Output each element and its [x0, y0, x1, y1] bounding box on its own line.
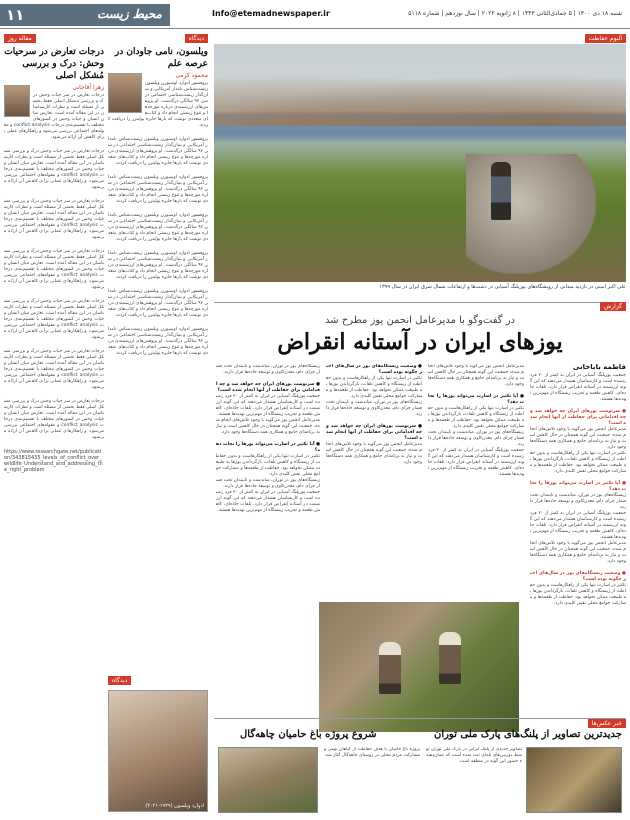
column-body-cont: درجات تعارض در سر حیات وحش درک و بررسی مشکل اصلی فقط بخشی از مسئله است و نظرات کارشناسان در این مقاله آمده است. تعارض میان انسان و حیات وحش در کشورهای مختلف با تقسیم‌بندی درجات conflict analysis و مقوله‌های اجتماعی بررسی می‌شود و راهکارهای عملی برای کاهش آن ارائه می‌شود.: [4, 149, 104, 190]
article-column-1: [530, 364, 626, 744]
column-body-cont3: پروفسور ادوارد اوسبورن ویلسون زیست‌شناس نامدار آمریکایی و بنیان‌گذار زیست‌شناسی اجتماعی در سن ۹۲ سالگی درگذشت. او پژوهش‌های ارزشمندی درباره مورچه‌ها و تنوع زیستی انجام داد و کتاب‌های متعددی نوشت که بارها جایزه پولیتزر را دریافت کردند.: [108, 213, 208, 242]
date-line: شنبه ۱۸ دی ۱۴۰۰ | ۵ جمادی‌الثانی ۱۴۴۳ | ۸ ژانویه ۲۰۲۲ | سال نوزدهم | شماره ۵۱۱۸: [408, 10, 622, 17]
headline-block: [214, 302, 626, 355]
question: ● سرنوشت یوزهای ایران چه خواهد شد و چه اقداماتی برای حفاظت از آنها انجام شده است؟: [326, 424, 422, 441]
column-title: ویلسون، نامی جاودان در عرصه علم: [114, 47, 208, 69]
report-tag: گزارش: [600, 302, 626, 311]
author-photo: [4, 85, 30, 117]
photo-caption: ادوارد ویلسون (۱۹۲۹-۲۰۲۱): [145, 803, 204, 809]
column-body-cont2: درجات تعارض در سر حیات وحش درک و بررسی مشکل اصلی فقط بخشی از مسئله است و نظرات کارشناسان در این مقاله آمده است. تعارض میان انسان و حیات وحش در کشورهای مختلف با تقسیم‌بندی درجات conflict analysis و مقوله‌های اجتماعی بررسی می‌شود و راهکارهای عملی برای کاهش آن ارائه می‌شود.: [4, 199, 104, 240]
column-tag-2: دیدگاه: [108, 676, 131, 685]
paragraph: جمعیت یوزپلنگ آسیایی در ایران به کمتر از ۲۰ فرد رسیده است و کارشناسان هشدار می‌دهند که این گونه ارزشمند در آستانه انقراض قرار دارد. تلفات جاده‌ای، کاهش طعمه و تخریب زیستگاه از مهم‌ترین تهدیدها هستند.: [428, 448, 524, 477]
paragraph: مدیرعامل انجمن یوز می‌گوید با وجود تلاش‌های انجام شده، جمعیت این گونه همچنان در حال کاهش است و نیاز به برنامه‌ای جامع و همکاری همه دستگاه‌ها وجود دارد.: [530, 427, 626, 450]
question: ● آیا تکثیر در اسارت می‌تواند یوزها را نجات دهد؟: [428, 394, 524, 405]
column-tag: مقاله روز: [4, 34, 36, 43]
paragraph: تکثیر در اسارت تنها یکی از راهکارهاست و بدون حفاظت از زیستگاه و کاهش تلفات، بازگرداندن یوزها به طبیعت ممکن نخواهد بود. حفاظت از طعمه‌ها و مشارکت جوامع محلی نقش کلیدی دارد.: [530, 451, 626, 474]
paragraph: زیستگاه‌های یوز در توران، میاندشت و نایبندان تحت فشار چرای دام، معدن‌کاوی و توسعه جاده‌ها قرار دارند.: [216, 364, 320, 375]
question: ● سرنوشت یوزهای ایران چه خواهد شد و چه اقداماتی برای حفاظت از آنها انجام شده است؟: [216, 382, 320, 393]
paragraph: جمعیت یوزپلنگ آسیایی در ایران به کمتر از ۲۰ فرد رسیده است و کارشناسان هشدار می‌دهند که این گونه ارزشمند در آستانه انقراض قرار دارد. تلفات جاده‌ای، کاهش طعمه و تخریب زیستگاه از مهم‌ترین تهدیدها هستند.: [530, 511, 626, 540]
column-body-cont6: درجات تعارض در سر حیات وحش درک و بررسی مشکل اصلی فقط بخشی از مسئله است و نظرات کارشناسان در این مقاله آمده است. تعارض میان انسان و حیات وحش در کشورهای مختلف با تقسیم‌بندی درجات conflict analysis و مقوله‌های اجتماعی بررسی می‌شود و راهکارهای عملی برای کاهش آن ارائه می‌شود.: [4, 399, 104, 440]
column-body: پروفسور ادوارد اوسبورن ویلسون زیست‌شناس نامدار آمریکایی و بنیان‌گذار زیست‌شناسی اجتماعی در سن ۹۲ سالگی درگذشت. او پژوهش‌های ارزشمندی درباره مورچه‌ها و تنوع زیستی انجام داد و کتاب‌های متعددی نوشت که بارها جایزه پولیتزر را دریافت کردند.: [108, 81, 208, 128]
masthead-rule: [0, 28, 630, 29]
paragraph: جمعیت یوزپلنگ آسیایی در ایران به کمتر از ۲۰ فرد رسیده است و کارشناسان هشدار می‌دهند که این گونه ارزشمند در آستانه انقراض قرار دارد. تلفات جاده‌ای، کاهش طعمه و تخریب زیستگاه از مهم‌ترین تهدیدها هستند.: [216, 490, 320, 513]
photo-caption: علی اکبر امینی در بازدید میدانی از رویشگاه‌های یوزپلنگ آسیایی در دشت‌ها و ارتفاعات شمال شرق ایران در سال ۱۳۹۹: [379, 284, 626, 290]
column-body-cont5: درجات تعارض در سر حیات وحش درک و بررسی مشکل اصلی فقط بخشی از مسئله است و نظرات کارشناسان در این مقاله آمده است. تعارض میان انسان و حیات وحش در کشورهای مختلف با تقسیم‌بندی درجات conflict analysis و مقوله‌های اجتماعی بررسی می‌شود و راهکارهای عملی برای کاهش آن ارائه می‌شود.: [4, 349, 104, 390]
opinion-column-left: [4, 34, 104, 814]
article-column-3: [326, 364, 422, 599]
page-number: ۱۱: [6, 6, 25, 24]
paragraph: زیستگاه‌های یوز در توران، میاندشت و نایبندان تحت فشار چرای دام، معدن‌کاوی و توسعه جاده‌ها قرار دارند.: [428, 430, 524, 447]
article-column-2: [428, 364, 524, 599]
reference-url[interactable]: https://www.researchgate.net/publication/343815435_levels_of_conflict_over_wildlife_Understand_and_addressing_the_right_problem: [4, 449, 103, 473]
kicker: در گفت‌وگو با مدیرعامل انجمن یوز مطرح شد: [325, 315, 515, 326]
section-banner: [0, 4, 170, 26]
photo-mountains: [214, 74, 626, 126]
photo-person: [491, 162, 511, 220]
column-body-cont6: پروفسور ادوارد اوسبورن ویلسون زیست‌شناس نامدار آمریکایی و بنیان‌گذار زیست‌شناسی اجتماعی در سن ۹۲ سالگی درگذشت. او پژوهش‌های ارزشمندی درباره مورچه‌ها و تنوع زیستی انجام داد و کتاب‌های متعددی نوشت که بارها جایزه پولیتزر را دریافت کردند.: [108, 327, 208, 356]
column-body-cont4: درجات تعارض در سر حیات وحش درک و بررسی مشکل اصلی فقط بخشی از مسئله است و نظرات کارشناسان در این مقاله آمده است. تعارض میان انسان و حیات وحش در کشورهای مختلف با تقسیم‌بندی درجات conflict analysis و مقوله‌های اجتماعی بررسی می‌شود و راهکارهای عملی برای کاهش آن ارائه می‌شود.: [4, 299, 104, 340]
column-body: درجات تعارض در سر حیات وحش درک و بررسی مشکل اصلی فقط بخشی از مسئله است و نظرات کارشناسان در این مقاله آمده است. تعارض میان انسان و حیات وحش در کشورهای مختلف با تقسیم‌بندی درجات conflict analysis و مقوله‌های اجتماعی بررسی می‌شود و راهکارهای عملی برای کاهش آن ارائه می‌شود.: [4, 93, 104, 140]
article-body: [214, 364, 626, 744]
story-text-right: تصاویر جدیدی از پلنگ ایرانی در پارک ملی توران توسط دوربین‌های تله‌ای ثبت شده است که نشان‌دهنده حضور این گونه در منطقه است.: [426, 747, 522, 764]
photo-news-section: [214, 718, 626, 818]
field-photo: [319, 602, 519, 732]
masthead: [0, 0, 630, 30]
photo-album-tag: آلبوم حفاظت: [585, 34, 626, 43]
paragraph: تکثیر در اسارت تنها یکی از راهکارهاست و بدون حفاظت از زیستگاه و کاهش تلفات، بازگرداندن یوزها به طبیعت ممکن نخواهد بود. حفاظت از طعمه‌ها و مشارکت جوامع محلی نقش کلیدی دارد.: [326, 376, 422, 399]
column-body-cont5: پروفسور ادوارد اوسبورن ویلسون زیست‌شناس نامدار آمریکایی و بنیان‌گذار زیست‌شناسی اجتماعی در سن ۹۲ سالگی درگذشت. او پژوهش‌های ارزشمندی درباره مورچه‌ها و تنوع زیستی انجام داد و کتاب‌های متعددی نوشت که بارها جایزه پولیتزر را دریافت کردند.: [108, 289, 208, 318]
paragraph: زیستگاه‌های یوز در توران، میاندشت و نایبندان تحت فشار چرای دام، معدن‌کاوی و توسعه جاده‌ها قرار دارند.: [326, 400, 422, 417]
paragraph: مدیرعامل انجمن یوز می‌گوید با وجود تلاش‌های انجام شده، جمعیت این گونه همچنان در حال کاهش است و نیاز به برنامه‌ای جامع و همکاری همه دستگاه‌ها وجود دارد.: [530, 541, 626, 564]
wilson-photo: [108, 690, 208, 812]
column-body-cont: پروفسور ادوارد اوسبورن ویلسون زیست‌شناس نامدار آمریکایی و بنیان‌گذار زیست‌شناسی اجتماعی در سن ۹۲ سالگی درگذشت. او پژوهش‌های ارزشمندی درباره مورچه‌ها و تنوع زیستی انجام داد و کتاب‌های متعددی نوشت که بارها جایزه پولیتزر را دریافت کردند.: [108, 137, 208, 166]
paragraph: جمعیت یوزپلنگ آسیایی در ایران به کمتر از ۲۰ فرد رسیده است و کارشناسان هشدار می‌دهند که این گونه ارزشمند در آستانه انقراض قرار دارد. تلفات جاده‌ای، کاهش طعمه و تخریب زیستگاه از مهم‌ترین تهدیدها هستند.: [530, 373, 626, 402]
email-address[interactable]: Info@etemadnewspaper.ir: [212, 9, 330, 18]
column-body-cont4: پروفسور ادوارد اوسبورن ویلسون زیست‌شناس نامدار آمریکایی و بنیان‌گذار زیست‌شناسی اجتماعی در سن ۹۲ سالگی درگذشت. او پژوهش‌های ارزشمندی درباره مورچه‌ها و تنوع زیستی انجام داد و کتاب‌های متعددی نوشت که بارها جایزه پولیتزر را دریافت کردند.: [108, 251, 208, 280]
author-photo: [108, 73, 142, 113]
question: ● وضعیت زیستگاه‌های یوز در سال‌های اخیر چگونه بوده است؟: [530, 571, 626, 582]
paragraph: زیستگاه‌های یوز در توران، میاندشت و نایبندان تحت فشار چرای دام، معدن‌کاوی و توسعه جاده‌ها قرار دارند.: [216, 478, 320, 489]
photo-person: [439, 632, 461, 684]
column-body-cont2: پروفسور ادوارد اوسبورن ویلسون زیست‌شناس نامدار آمریکایی و بنیان‌گذار زیست‌شناسی اجتماعی در سن ۹۲ سالگی درگذشت. او پژوهش‌های ارزشمندی درباره مورچه‌ها و تنوع زیستی انجام داد و کتاب‌های متعددی نوشت که بارها جایزه پولیتزر را دریافت کردند.: [108, 175, 208, 204]
column-body-cont3: درجات تعارض در سر حیات وحش درک و بررسی مشکل اصلی فقط بخشی از مسئله است و نظرات کارشناسان در این مقاله آمده است. تعارض میان انسان و حیات وحش در کشورهای مختلف با تقسیم‌بندی درجات conflict analysis و مقوله‌های اجتماعی بررسی می‌شود و راهکارهای عملی برای کاهش آن ارائه می‌شود.: [4, 249, 104, 290]
question: ● وضعیت زیستگاه‌های یوز در سال‌های اخیر چگونه بوده است؟: [326, 364, 422, 375]
story-title-left: شروع پروژه باغ حامیان چاهه‌گال: [240, 729, 377, 740]
byline: فاطمه باباخانی: [572, 364, 626, 371]
column-author: محمود کرمی: [175, 72, 208, 79]
garden-photo: [218, 747, 318, 813]
question: ● آیا تکثیر در اسارت می‌تواند یوزها را نجات دهد؟: [530, 481, 626, 492]
photo-news-tag: خبر عکس‌ها: [588, 719, 626, 728]
paragraph: مدیرعامل انجمن یوز می‌گوید با وجود تلاش‌های انجام شده، جمعیت این گونه همچنان در حال کاهش است و نیاز به برنامه‌ای جامع و همکاری همه دستگاه‌ها وجود دارد.: [216, 418, 320, 435]
photo-person: [379, 642, 401, 694]
paragraph: مدیرعامل انجمن یوز می‌گوید با وجود تلاش‌های انجام شده، جمعیت این گونه همچنان در حال کاهش است و نیاز به برنامه‌ای جامع و همکاری همه دستگاه‌ها وجود دارد.: [428, 364, 524, 387]
paragraph: تکثیر در اسارت تنها یکی از راهکارهاست و بدون حفاظت از زیستگاه و کاهش تلفات، بازگرداندن یوزها به طبیعت ممکن نخواهد بود. حفاظت از طعمه‌ها و مشارکت جوامع محلی نقش کلیدی دارد.: [428, 406, 524, 429]
column-tag: دیدگاه: [185, 34, 208, 43]
leopard-photo: [526, 747, 622, 813]
paragraph: تکثیر در اسارت تنها یکی از راهکارهاست و بدون حفاظت از زیستگاه و کاهش تلفات، بازگرداندن یوزها به طبیعت ممکن نخواهد بود. حفاظت از طعمه‌ها و مشارکت جوامع محلی نقش کلیدی دارد.: [216, 454, 320, 477]
column-title: درجات تعارض در سرحیات وحش: درک و بررسی مُشکل اصلی: [4, 47, 104, 81]
question: ● سرنوشت یوزهای ایران چه خواهد شد و چه اقداماتی برای حفاظت از آنها انجام شده است؟: [530, 409, 626, 426]
headline: یوزهای ایران در آستانه انقراض: [277, 329, 563, 355]
section-name: محیط زیست: [97, 7, 162, 21]
paragraph: جمعیت یوزپلنگ آسیایی در ایران به کمتر از ۲۰ فرد رسیده است و کارشناسان هشدار می‌دهند که این گونه ارزشمند در آستانه انقراض قرار دارد. تلفات جاده‌ای، کاهش طعمه و تخریب زیستگاه از مهم‌ترین تهدیدها هستند.: [216, 394, 320, 417]
paragraph: تکثیر در اسارت تنها یکی از راهکارهاست و بدون حفاظت از زیستگاه و کاهش تلفات، بازگرداندن یوزها به طبیعت ممکن نخواهد بود. حفاظت از طعمه‌ها و مشارکت جوامع محلی نقش کلیدی دارد.: [530, 583, 626, 606]
article-column-4: [216, 364, 320, 744]
story-text-left: پروژه باغ حامیان با هدف حفاظت از گیاهان بومی و مشارکت مردم محلی در روستای چاهه‌گال آغاز شد.: [324, 747, 420, 758]
column-author: زهرا آقاجانی: [72, 84, 104, 91]
story-title-right: جدیدترین تصاویر از پلنگ‌های پارک ملی توران: [433, 729, 622, 740]
paragraph: مدیرعامل انجمن یوز می‌گوید با وجود تلاش‌های انجام شده، جمعیت این گونه همچنان در حال کاهش است و نیاز به برنامه‌ای جامع و همکاری همه دستگاه‌ها وجود دارد.: [326, 442, 422, 465]
photo-rock: [466, 154, 596, 274]
paragraph: زیستگاه‌های یوز در توران، میاندشت و نایبندان تحت فشار چرای دام، معدن‌کاوی و توسعه جاده‌ها قرار دارند.: [530, 493, 626, 510]
question: ● آیا تکثیر در اسارت می‌تواند یوزها را نجات دهد؟: [216, 442, 320, 453]
lead-photo: [214, 44, 626, 282]
